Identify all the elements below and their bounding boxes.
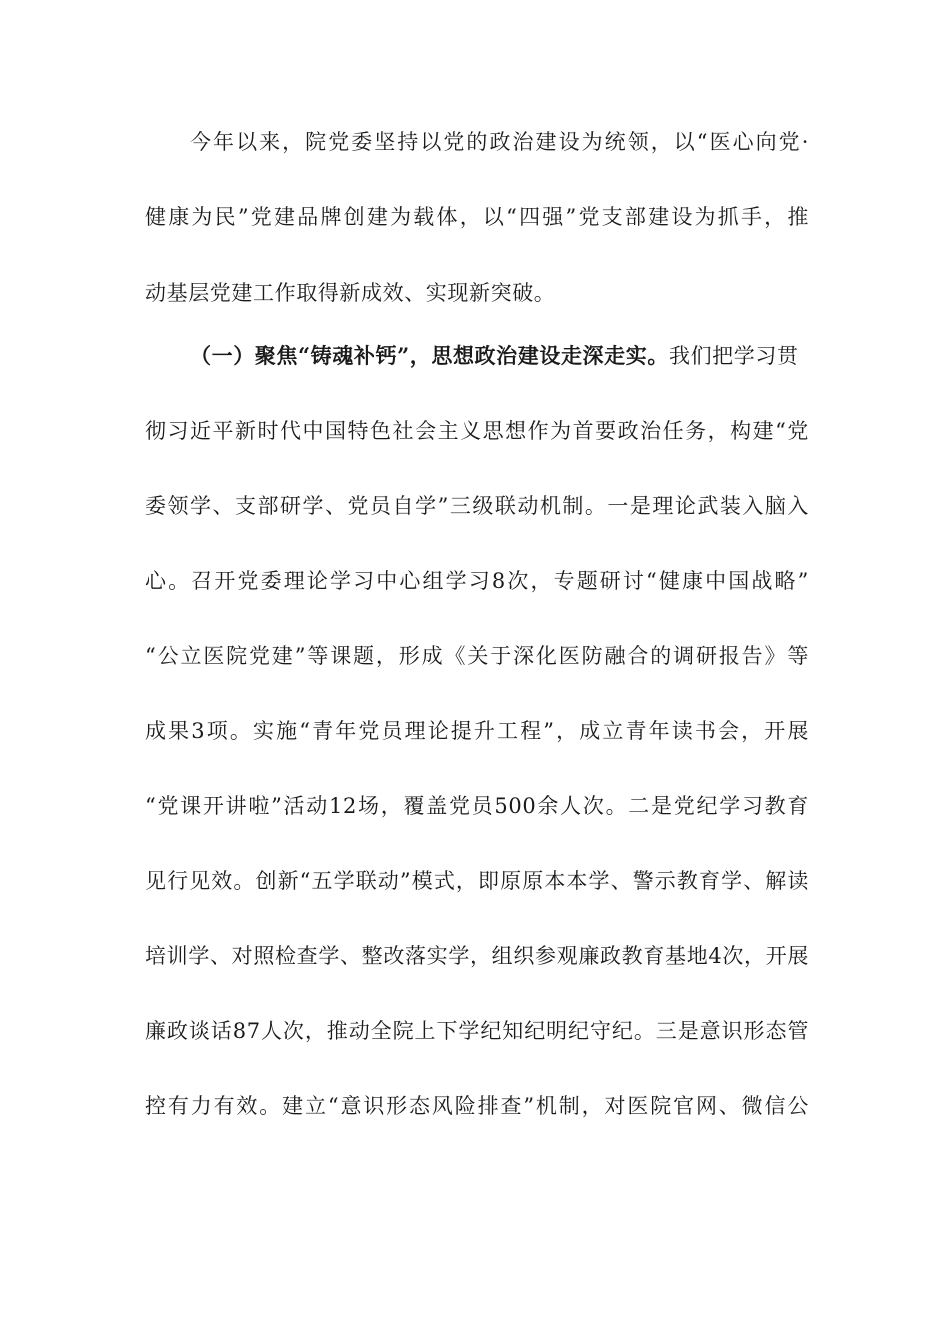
paragraph-2-line-1 (190, 336, 809, 376)
paragraph-2-line-1-rest: 我们把学习贯 (668, 344, 799, 368)
paragraph-2-line-6: 成果3项。实施“青年党员理论提升工程”，成立青年读书会，开展 (145, 719, 809, 743)
paragraph-2-line-11: 控有力有效。建立“意识形态风险排查”机制，对医院官网、微信公 (145, 1094, 809, 1118)
paragraph-2-line-10: 廉政谈话87人次，推动全院上下学纪知纪明纪守纪。三是意识形态管 (145, 1019, 809, 1043)
paragraph-1-line-1: 今年以来，院党委坚持以党的政治建设为统领，以“医心向党· (190, 130, 809, 154)
section-heading: （一）聚焦“铸魂补钙”，思想政治建设走深走实。 (190, 343, 669, 368)
paragraph-2-line-8: 见行见效。创新“五学联动”模式，即原原本本学、警示教育学、解读 (145, 869, 809, 893)
paragraph-2-line-5: “公立医院党建”等课题，形成《关于深化医防融合的调研报告》等 (145, 644, 809, 668)
paragraph-2-line-7: “党课开讲啦”活动12场，覆盖党员500余人次。二是党纪学习教育 (145, 794, 809, 818)
paragraph-2-line-4: 心。召开党委理论学习中心组学习8次，专题研讨“健康中国战略” (145, 569, 809, 593)
paragraph-2-line-3: 委领学、支部研学、党员自学”三级联动机制。一是理论武装入脑入 (145, 494, 809, 518)
paragraph-2-line-2: 彻习近平新时代中国特色社会主义思想作为首要政治任务，构建“党 (145, 419, 809, 443)
paragraph-2-line-9: 培训学、对照检查学、整改落实学，组织参观廉政教育基地4次，开展 (145, 944, 809, 968)
paragraph-1-line-2: 健康为民”党建品牌创建为载体，以“四强”党支部建设为抓手，推 (145, 205, 809, 229)
paragraph-1-line-3: 动基层党建工作取得新成效、实现新突破。 (145, 281, 556, 305)
